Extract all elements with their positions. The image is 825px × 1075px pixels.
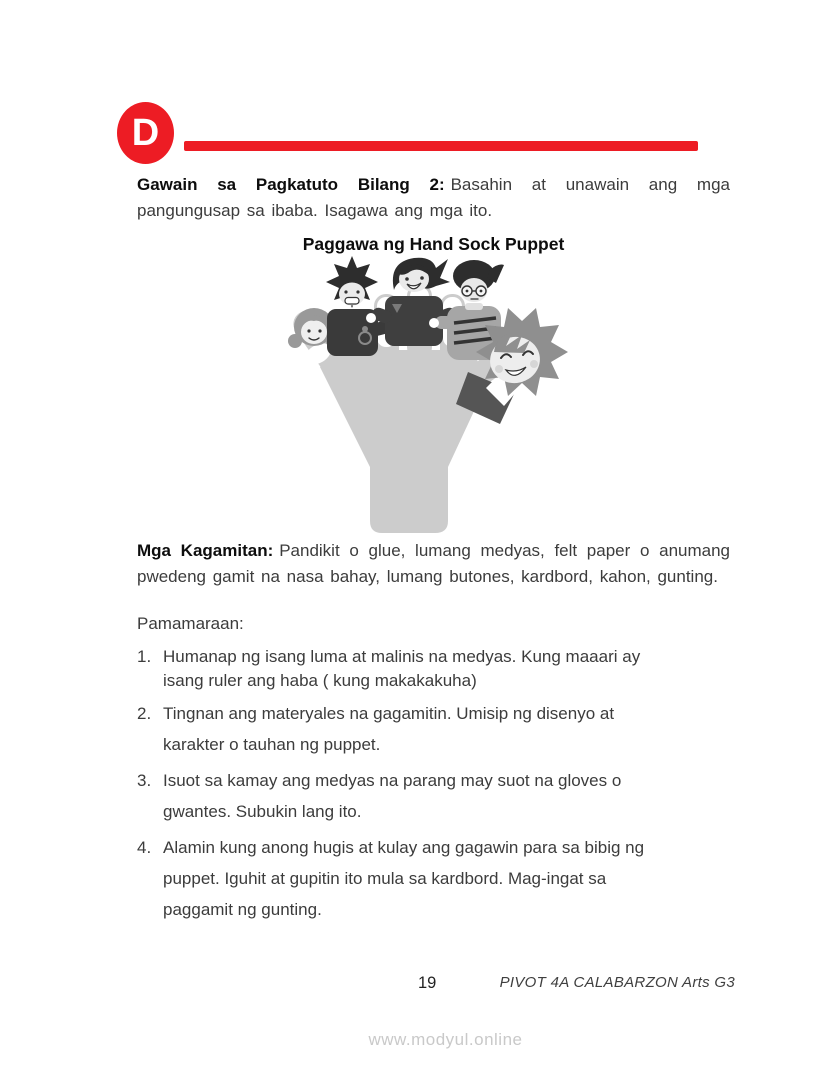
materials-paragraph (137, 538, 730, 590)
section-letter: D (131, 111, 160, 154)
step-number: 2. (137, 704, 152, 723)
step-line: isang ruler ang haba ( kung makakakuha) (163, 671, 477, 690)
step-line: Isuot sa kamay ang medyas na parang may suot na gloves o (163, 771, 622, 790)
watermark-url: www.modyul.online (368, 1030, 523, 1049)
step-number: 4. (137, 838, 152, 857)
step-number: 3. (137, 771, 152, 790)
page-number: 19 (418, 974, 437, 992)
section-divider-line (184, 141, 698, 151)
step-line: puppet. Iguhit at gupitin ito mula sa kardbord. Mag-ingat sa (163, 869, 607, 888)
procedure-step-3 (137, 765, 737, 827)
procedure-steps (137, 645, 737, 930)
hand-sock-puppet-illustration (268, 252, 588, 537)
step-line: Tingnan ang materyales na gagamitin. Umisip ng disenyo at (163, 704, 615, 723)
step-number: 1. (137, 647, 152, 666)
procedure-heading: Pamamaraan: (137, 614, 244, 633)
step-line: Humanap ng isang luma at malinis na medyas. Kung maaari ay (163, 647, 641, 666)
intro-text: Basahin at unawain ang mga pangungusap sa ibaba. Isagawa ang mga ito. (137, 175, 730, 220)
step-line: paggamit ng gunting. (163, 900, 322, 919)
procedure-step-2 (137, 698, 737, 760)
procedure-step-1 (137, 645, 737, 693)
materials-label: Mga Kagamitan: (137, 541, 274, 560)
procedure-step-4 (137, 832, 737, 925)
activity-title: Paggawa ng Hand Sock Puppet (302, 234, 565, 254)
step-line: karakter o tauhan ng puppet. (163, 735, 381, 754)
step-line: gwantes. Subukin lang ito. (163, 802, 362, 821)
intro-paragraph (137, 172, 730, 224)
section-badge (117, 102, 174, 164)
intro-label: Gawain sa Pagkatuto Bilang 2: (137, 175, 445, 194)
materials-text: Pandikit o glue, lumang medyas, felt paper o anumang pwedeng gamit na nasa bahay, lumang butones, kardbord, kahon, gunting. (137, 541, 730, 586)
module-label: PIVOT 4A CALABARZON Arts G3 (499, 974, 735, 991)
step-line: Alamin kung anong hugis at kulay ang gagawin para sa bibig ng (163, 838, 645, 857)
